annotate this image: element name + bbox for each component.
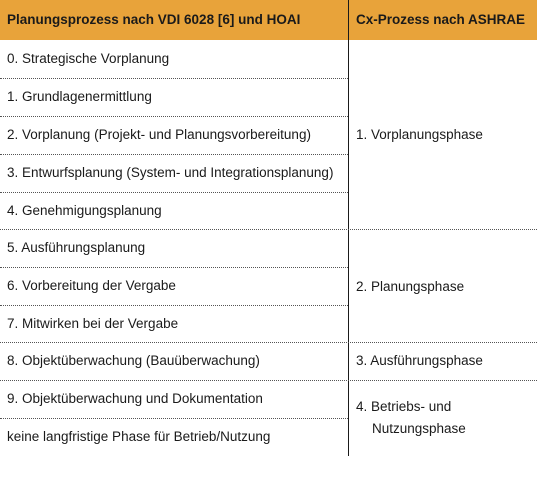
table-row [0,418,348,456]
table-row [0,380,348,418]
row-label: 2. Vorplanung (Projekt- und Planungsvorbereitung) [7,127,311,142]
cx-phase-ausfuehrung: 3. Ausführungsphase [356,353,483,368]
table-row [0,154,348,192]
header-cx-process: Cx-Prozess nach ASHRAE [356,12,526,27]
row-label: 8. Objektüberwachung (Bauüberwachung) [7,353,260,368]
header-column-divider [348,0,349,40]
row-label: 0. Strategische Vorplanung [7,51,170,66]
table-row [0,305,348,343]
row-label: 6. Vorbereitung der Vergabe [7,278,176,293]
row-label: 4. Genehmigungsplanung [7,203,162,218]
row-label: 9. Objektüberwachung und Dokumentation [7,391,263,406]
cx-phase-vorplanung: 1. Vorplanungsphase [356,127,483,142]
table-row [0,78,348,116]
column-divider [348,40,349,456]
row-label: 1. Grundlagenermittlung [7,89,152,104]
header-planning-process: Planungsprozess nach VDI 6028 [6] und HOAI [7,12,301,27]
table-row [0,192,348,230]
row-label: keine langfristige Phase für Betrieb/Nutzung [7,429,271,444]
table-row [0,342,348,380]
cx-phase-planung: 2. Planungsphase [356,279,465,294]
table-row [0,116,348,154]
row-label: 7. Mitwirken bei der Vergabe [7,316,179,331]
cx-phase-betrieb-line1: 4. Betriebs- und [356,399,452,414]
row-label: 5. Ausführungsplanung [7,240,146,255]
table-row [0,267,348,305]
table-row [0,40,348,78]
table-row [0,229,348,267]
cx-phase-betrieb-line2: Nutzungsphase [372,421,466,436]
row-label: 3. Entwurfsplanung (System- und Integrationsplanung) [7,165,334,180]
table-header [0,0,537,40]
cx-phase-betrieb [356,396,466,440]
